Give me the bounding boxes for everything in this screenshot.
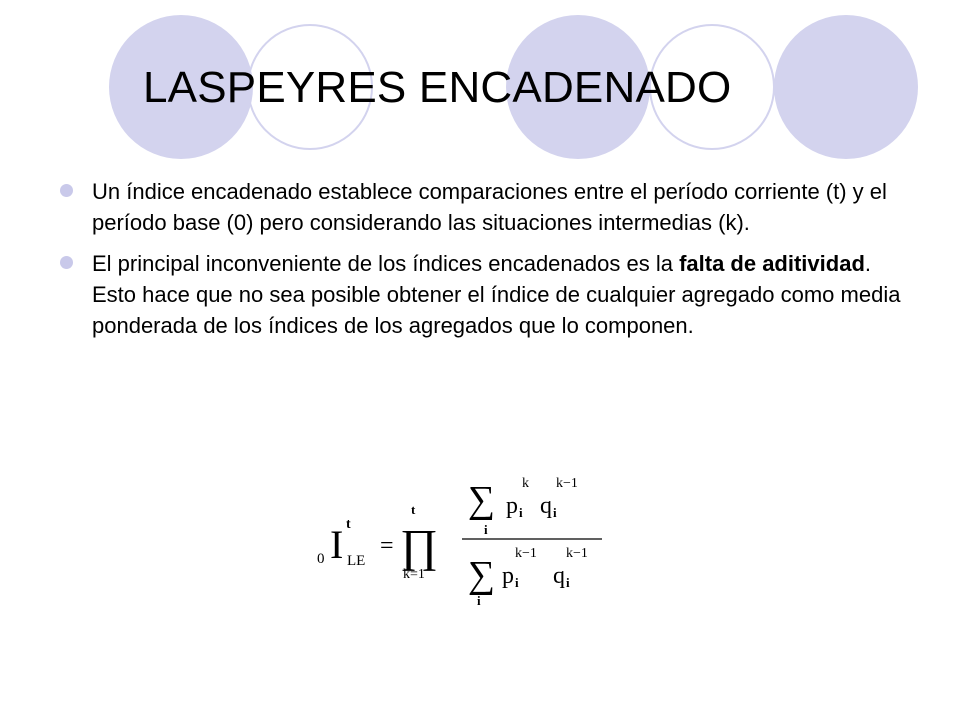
formula-den-sum-index: i (477, 593, 481, 608)
formula-den-sum: ∑ (468, 554, 496, 596)
formula-num-q-sup: k−1 (556, 476, 578, 491)
formula-num-sum-index: i (484, 522, 488, 537)
formula-num-q: q (540, 493, 552, 519)
bullet-item-1 (58, 176, 918, 238)
formula-product-sign: ∏ (400, 520, 438, 571)
formula-den-p-sup: k−1 (515, 546, 537, 561)
bullet-text-start: El principal inconveniente de los índices encadenados es la (92, 251, 680, 276)
bullet-item-2 (58, 248, 918, 341)
formula-superscript-t: t (346, 517, 351, 532)
formula-product-bottom: k=1 (403, 567, 425, 582)
formula-equals: = (380, 533, 394, 559)
formula-product-top: t (411, 502, 416, 517)
formula-den-q-sub: i (566, 575, 570, 590)
formula-num-sum: ∑ (468, 479, 496, 521)
formula-num-p: p (506, 493, 518, 519)
bullet-text-bold: falta de aditividad (679, 251, 865, 276)
formula-den-p-sub: i (515, 575, 519, 590)
bullet-list (58, 176, 918, 351)
formula-den-q-sup: k−1 (566, 546, 588, 561)
formula-den-q: q (553, 563, 565, 589)
formula-subscript-le: LE (347, 553, 366, 569)
bullet-dot-icon (60, 256, 73, 269)
slide-title: LASPEYRES ENCADENADO (143, 63, 732, 112)
bullet-dot-icon (60, 184, 73, 197)
bullet-text-end: . Esto hace que no sea posible obtener el índice de cualquier agregado como media ponderada de los índices de los agregados que lo componen. (92, 251, 901, 338)
formula-num-q-sub: i (553, 505, 557, 520)
chain-laspeyres-formula (300, 462, 620, 622)
formula-pre-subscript: 0 (317, 551, 325, 567)
formula-index-symbol: I (330, 522, 344, 567)
formula-num-p-sub: i (519, 505, 523, 520)
bullet-text: Un índice encadenado establece comparaciones entre el período corriente (t) y el período base (0) pero considerando las situaciones intermedias (k). (92, 179, 887, 235)
formula-den-p: p (502, 563, 514, 589)
formula-num-p-sup: k (522, 476, 529, 491)
